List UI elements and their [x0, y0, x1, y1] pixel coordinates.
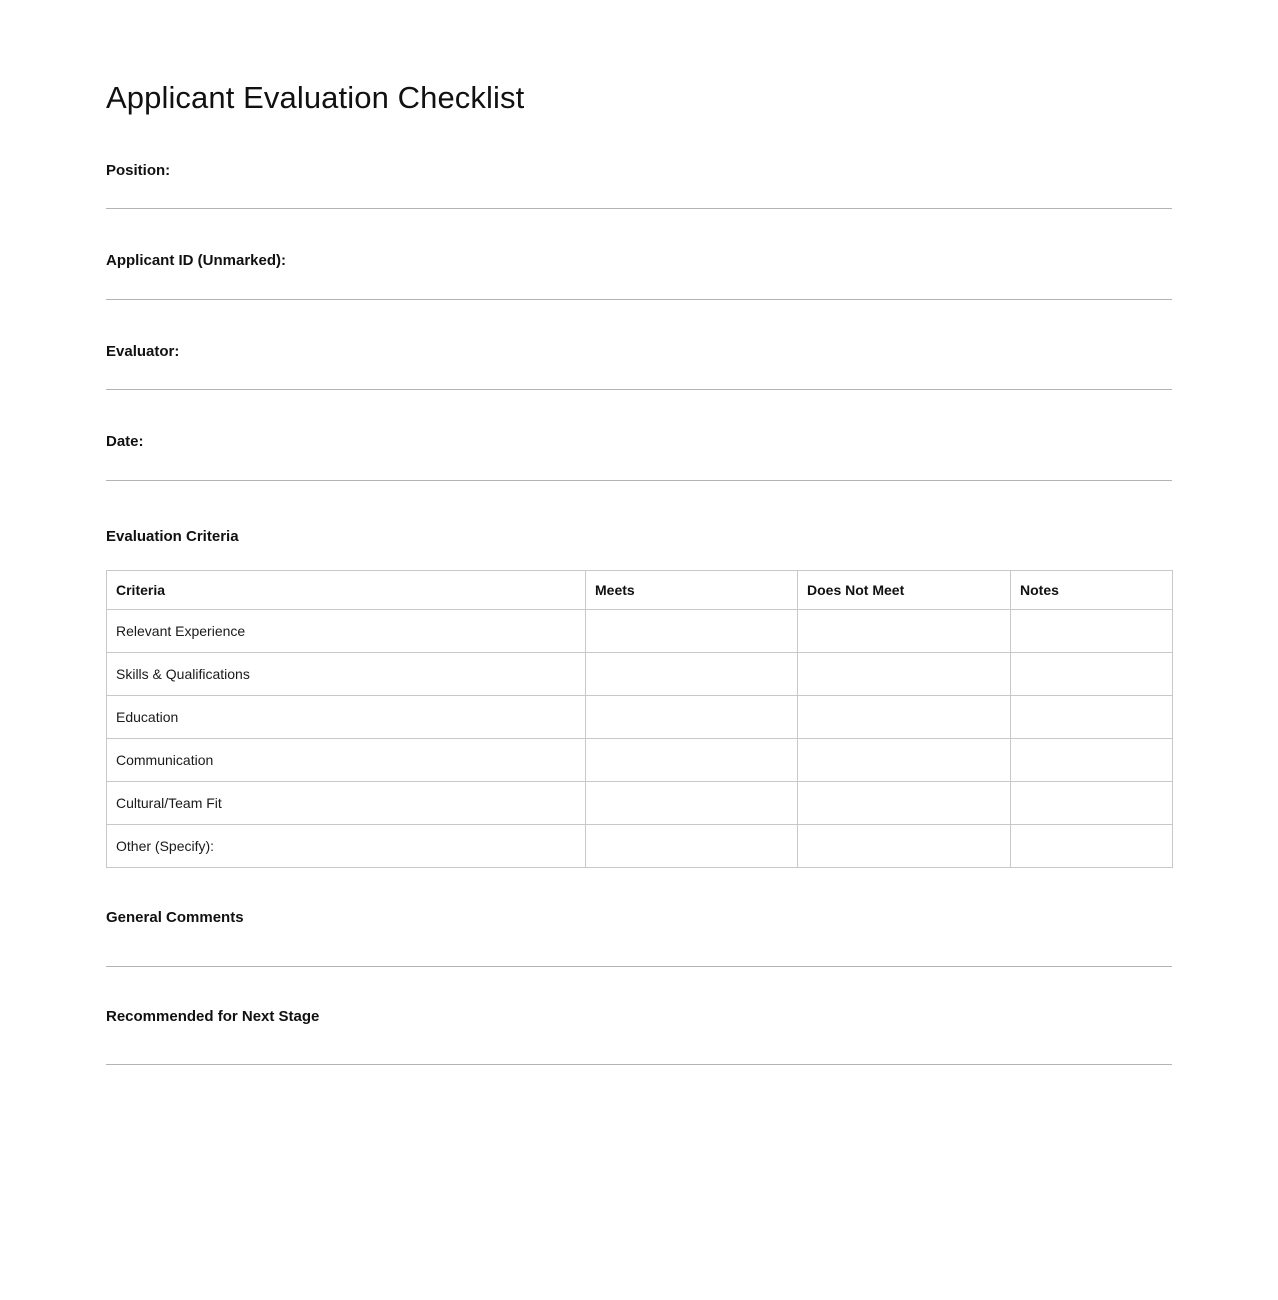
cell-meets-checkbox[interactable] [586, 825, 798, 868]
cell-criteria: Other (Specify): [107, 825, 586, 868]
cell-criteria: Skills & Qualifications [107, 653, 586, 696]
field-applicant-id [106, 251, 1172, 300]
field-input-evaluator[interactable] [106, 361, 1172, 389]
section-heading-general-comments: General Comments [106, 909, 244, 927]
cell-criteria: Relevant Experience [107, 610, 586, 653]
cell-criteria: Communication [107, 739, 586, 782]
table-row [107, 782, 1173, 825]
field-input-applicant-id[interactable] [106, 271, 1172, 299]
cell-meets-checkbox[interactable] [586, 739, 798, 782]
cell-criteria: Cultural/Team Fit [107, 782, 586, 825]
section-heading-recommended-next-stage: Recommended for Next Stage [106, 1007, 320, 1025]
table-row [107, 825, 1173, 868]
cell-does-not-meet-checkbox[interactable] [798, 782, 1011, 825]
cell-meets-checkbox[interactable] [586, 782, 798, 825]
general-comments-rule [106, 966, 1172, 967]
table-header-row [107, 571, 1173, 610]
table-row [107, 739, 1173, 782]
general-comments-input[interactable] [106, 928, 1172, 966]
field-label-date: Date: [106, 433, 144, 451]
column-header-notes: Notes [1011, 571, 1173, 610]
field-position [106, 161, 1172, 210]
field-rule-position [106, 208, 1172, 209]
field-rule-date [106, 480, 1172, 481]
recommended-next-stage-input[interactable] [106, 1026, 1172, 1064]
cell-does-not-meet-checkbox[interactable] [798, 696, 1011, 739]
evaluation-criteria-section [106, 527, 1172, 869]
field-label-applicant-id: Applicant ID (Unmarked): [106, 252, 287, 270]
cell-notes-input[interactable] [1011, 653, 1173, 696]
cell-does-not-meet-checkbox[interactable] [798, 610, 1011, 653]
column-header-meets: Meets [586, 571, 798, 610]
recommended-next-stage-section [106, 1007, 1172, 1066]
field-rule-applicant-id [106, 299, 1172, 300]
cell-notes-input[interactable] [1011, 696, 1173, 739]
table-row [107, 653, 1173, 696]
field-label-evaluator: Evaluator: [106, 342, 180, 360]
column-header-criteria: Criteria [107, 571, 586, 610]
table-row [107, 696, 1173, 739]
general-comments-section [106, 908, 1172, 967]
cell-notes-input[interactable] [1011, 825, 1173, 868]
cell-does-not-meet-checkbox[interactable] [798, 653, 1011, 696]
cell-meets-checkbox[interactable] [586, 610, 798, 653]
field-date [106, 432, 1172, 481]
field-input-date[interactable] [106, 452, 1172, 480]
cell-notes-input[interactable] [1011, 610, 1173, 653]
field-label-position: Position: [106, 161, 171, 179]
cell-does-not-meet-checkbox[interactable] [798, 739, 1011, 782]
cell-notes-input[interactable] [1011, 782, 1173, 825]
evaluation-criteria-table [106, 570, 1173, 868]
recommended-next-stage-rule [106, 1064, 1172, 1065]
cell-meets-checkbox[interactable] [586, 653, 798, 696]
cell-meets-checkbox[interactable] [586, 696, 798, 739]
cell-does-not-meet-checkbox[interactable] [798, 825, 1011, 868]
cell-criteria: Education [107, 696, 586, 739]
document-body [106, 0, 1172, 1065]
field-evaluator [106, 342, 1172, 391]
field-rule-evaluator [106, 389, 1172, 390]
cell-notes-input[interactable] [1011, 739, 1173, 782]
page-title: Applicant Evaluation Checklist [106, 80, 525, 115]
field-input-position[interactable] [106, 180, 1172, 208]
table-row [107, 610, 1173, 653]
section-heading-evaluation-criteria: Evaluation Criteria [106, 527, 239, 545]
column-header-does-not-meet: Does Not Meet [798, 571, 1011, 610]
